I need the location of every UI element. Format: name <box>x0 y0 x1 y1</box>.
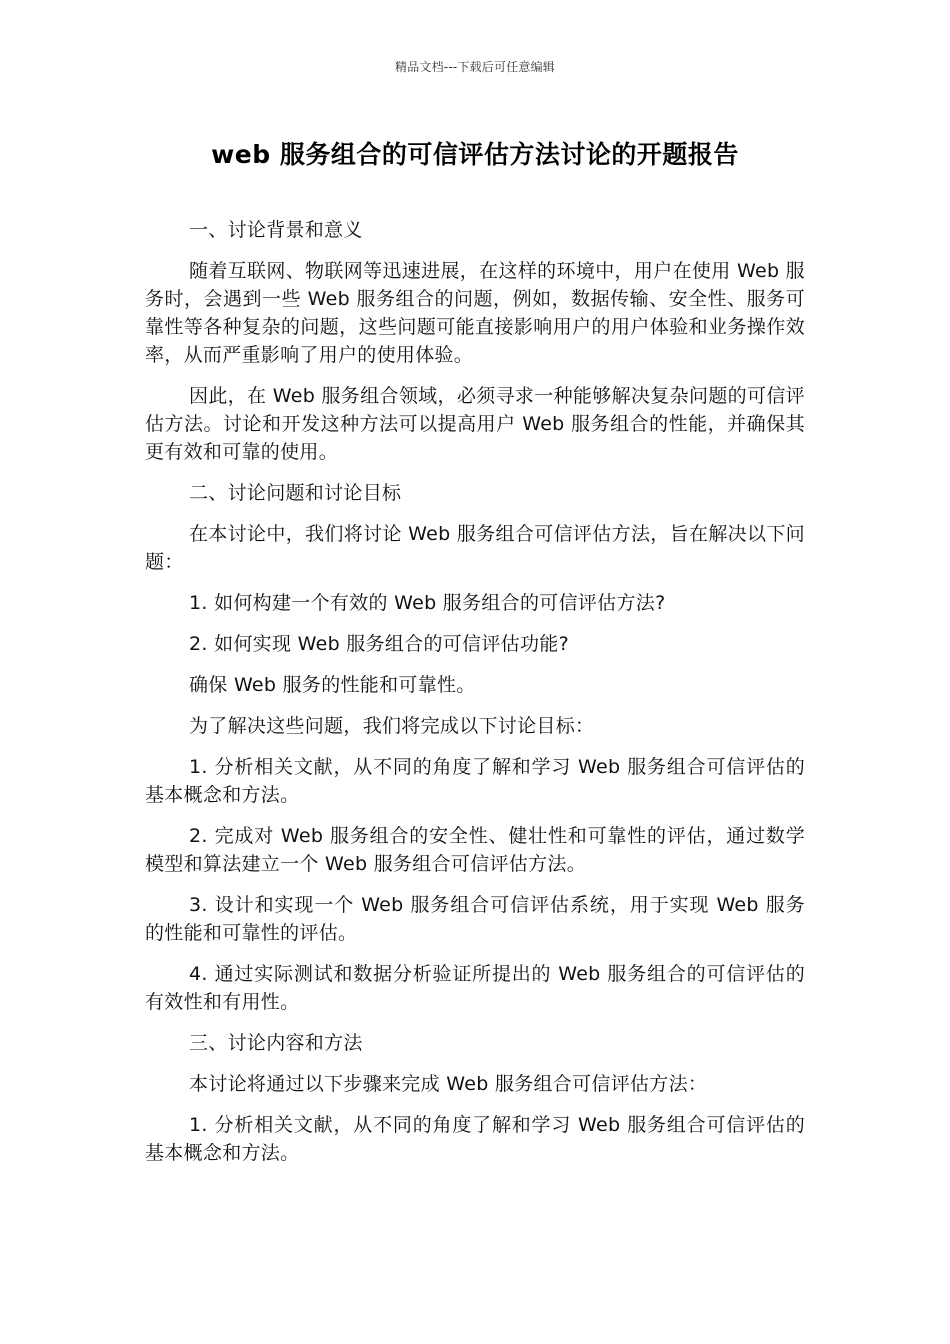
document-body <box>145 216 805 1180</box>
list-item-goal-1: 1. 分析相关文献，从不同的角度了解和学习 Web 服务组合可信评估的基本概念和方法。 <box>145 756 805 806</box>
list-item-goal-4: 4. 通过实际测试和数据分析验证所提出的 Web 服务组合的可信评估的有效性和有用性。 <box>145 963 805 1013</box>
paragraph-background-2: 因此，在 Web 服务组合领域，必须寻求一种能够解决复杂问题的可信评估方法。讨论和开发这种方法可以提高用户 Web 服务组合的性能，并确保其更有效和可靠的使用。 <box>145 385 805 463</box>
document-title: web 服务组合的可信评估方法讨论的开题报告 <box>211 140 739 169</box>
paragraph-ensure: 确保 Web 服务的性能和可靠性。 <box>189 674 476 696</box>
section-heading-methods: 三、讨论内容和方法 <box>189 1032 363 1054</box>
list-item-problem-2: 2. 如何实现 Web 服务组合的可信评估功能? <box>189 633 569 655</box>
section-heading-problems: 二、讨论问题和讨论目标 <box>189 482 402 504</box>
paragraph-goals-intro: 为了解决这些问题，我们将完成以下讨论目标： <box>189 715 595 737</box>
list-item-goal-3: 3. 设计和实现一个 Web 服务组合可信评估系统，用于实现 Web 服务的性能和可靠性的评估。 <box>145 894 805 944</box>
section-heading-background: 一、讨论背景和意义 <box>189 219 363 241</box>
list-item-goal-2: 2. 完成对 Web 服务组合的安全性、健壮性和可靠性的评估，通过数学模型和算法建立一个 Web 服务组合可信评估方法。 <box>145 825 805 875</box>
header-note: 精品文档---下载后可任意编辑 <box>395 60 555 74</box>
paragraph-methods-intro: 本讨论将通过以下步骤来完成 Web 服务组合可信评估方法： <box>189 1073 708 1095</box>
list-item-step-1: 1. 分析相关文献，从不同的角度了解和学习 Web 服务组合可信评估的基本概念和方法。 <box>145 1114 805 1164</box>
paragraph-background-1: 随着互联网、物联网等迅速进展，在这样的环境中，用户在使用 Web 服务时，会遇到一些 Web 服务组合的问题，例如，数据传输、安全性、服务可靠性等各种复杂的问题，这些问题可能直接影响用户的用户体验和业务操作效率，从而严重影响了用户的使用体验。 <box>145 260 805 366</box>
paragraph-problems-intro: 在本讨论中，我们将讨论 Web 服务组合可信评估方法，旨在解决以下问题： <box>145 523 805 573</box>
list-item-problem-1: 1. 如何构建一个有效的 Web 服务组合的可信评估方法? <box>189 592 666 614</box>
